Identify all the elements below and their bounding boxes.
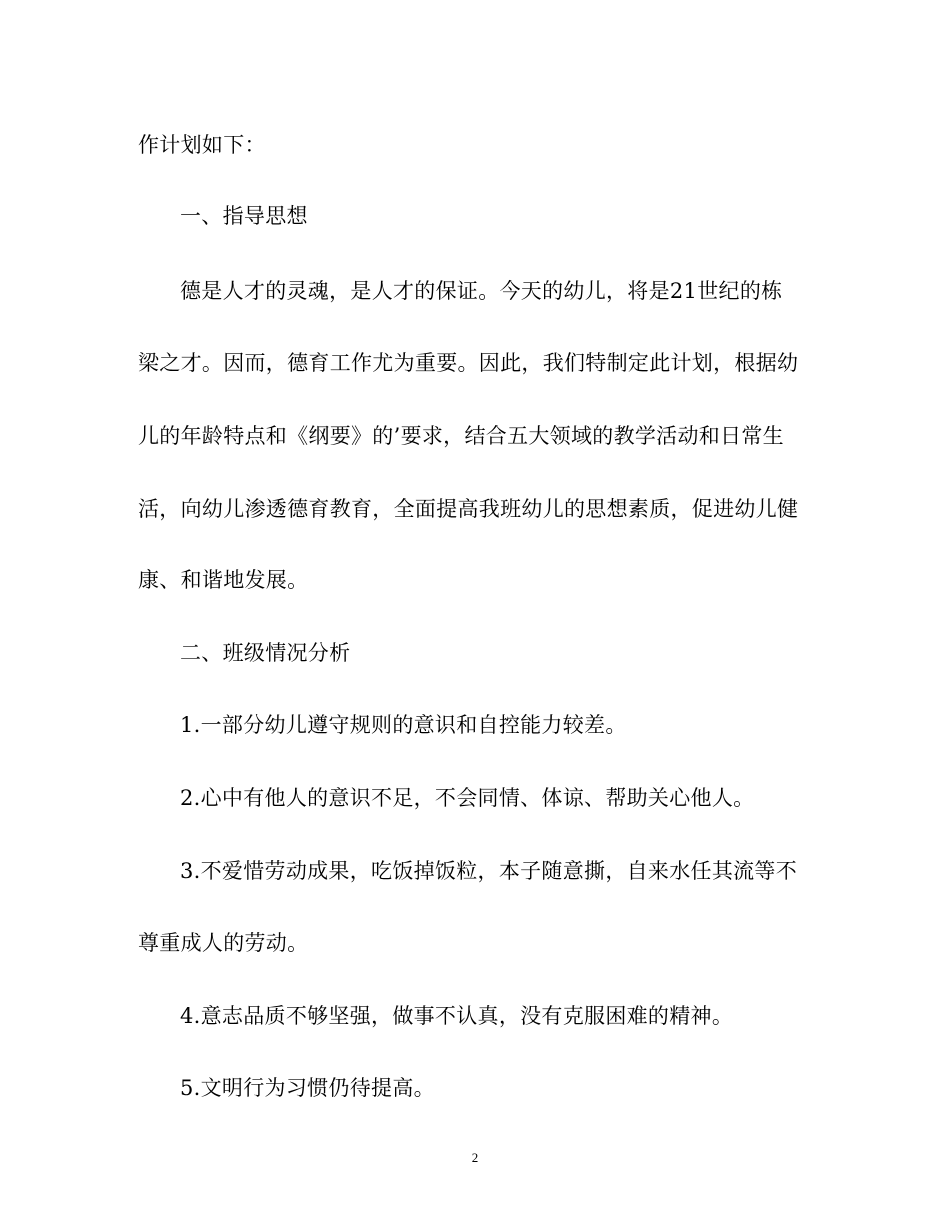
paragraph-line: 儿的年龄特点和《纲要》的’要求，结合五大领域的教学活动和日常生 — [138, 424, 784, 448]
paragraph-line: 康、和谐地发展。 — [138, 568, 309, 592]
list-item: 5.文明行为习惯仍待提高。 — [180, 1076, 435, 1100]
list-item: 1.一部分幼儿遵守规则的意识和自控能力较差。 — [180, 713, 627, 737]
section-heading-guiding-idea: 一、指导思想 — [180, 204, 308, 228]
list-item: 3.不爱惜劳动成果，吃饭掉饭粒，本子随意撕，自来水任其流等不 — [180, 859, 798, 883]
text-line-continuation: 作计划如下： — [138, 133, 266, 157]
list-item: 4.意志品质不够坚强，做事不认真，没有克服困难的精神。 — [180, 1004, 734, 1028]
list-item-continuation: 尊重成人的劳动。 — [138, 931, 309, 955]
section-heading-class-analysis: 二、班级情况分析 — [180, 641, 351, 665]
paragraph-line: 梁之才。因而，德育工作尤为重要。因此，我们特制定此计划，根据幼 — [138, 351, 799, 375]
paragraph-line: 活，向幼儿渗透德育教育，全面提高我班幼儿的思想素质，促进幼儿健 — [138, 497, 799, 521]
paragraph-line: 德是人才的灵魂，是人才的保证。今天的幼儿，将是21世纪的栋 — [180, 279, 783, 303]
page-number: 2 — [471, 1150, 479, 1165]
list-item: 2.心中有他人的意识不足，不会同情、体谅、帮助关心他人。 — [180, 786, 755, 810]
